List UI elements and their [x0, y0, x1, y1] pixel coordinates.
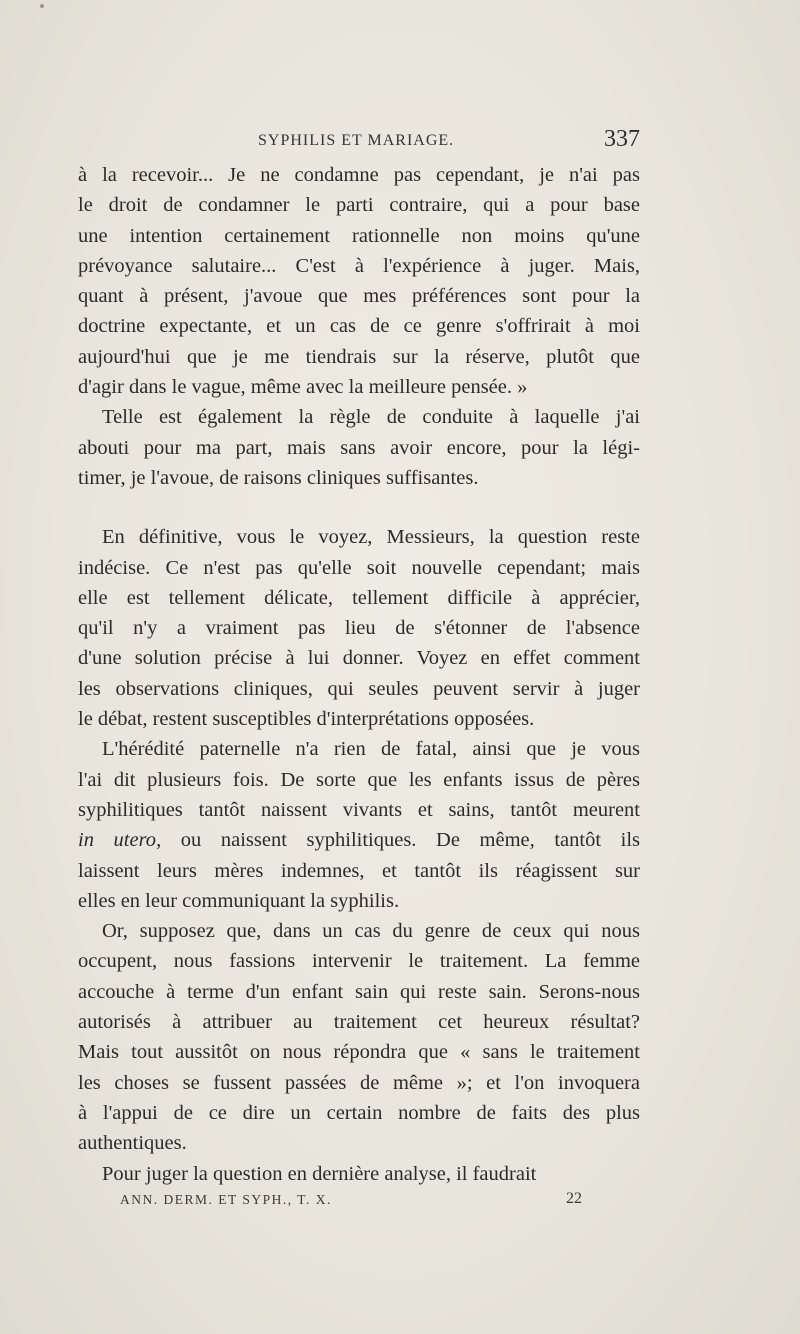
text-line: doctrine expectante, et un cas de ce genre s'offrirait à moi — [78, 315, 640, 338]
italic-term: in utero — [78, 829, 157, 852]
text-line: le droit de condamner le parti contraire, qui a pour base — [78, 194, 640, 217]
text-line: à l'appui de ce dire un certain nombre de faits des plus — [78, 1101, 640, 1124]
ink-speck — [40, 4, 44, 8]
text-line: quant à présent, j'avoue que mes préférences sont pour la — [78, 285, 640, 308]
body-text — [78, 160, 640, 1189]
text-line: Mais tout aussitôt on nous répondra que « sans le traitement — [78, 1041, 640, 1064]
section-gap — [78, 493, 640, 522]
text-line: l'ai dit plusieurs fois. De sorte que les enfants issus de pères — [78, 768, 640, 791]
text-line: occupent, nous fassions intervenir le traitement. La femme — [78, 950, 640, 973]
running-head — [78, 128, 640, 156]
text-line: aujourd'hui que je me tiendrais sur la réserve, plutôt que — [78, 345, 640, 368]
text-line: à la recevoir... Je ne condamne pas cependant, je n'ai pas — [78, 164, 640, 186]
text-line: les observations cliniques, qui seules peuvent servir à juger — [78, 677, 640, 700]
text-line: syphilitiques tantôt naissent vivants et sains, tantôt meurent — [78, 798, 640, 821]
text-line: laissent leurs mères indemnes, et tantôt ils réagissent sur — [78, 859, 640, 882]
text-line: autorisés à attribuer au traitement cet heureux résultat? — [78, 1011, 640, 1034]
paragraph — [78, 522, 640, 734]
text-line: d'agir dans le vague, même avec la meilleure pensée. » — [78, 376, 528, 399]
text-line: Telle est également la règle de conduite à laquelle j'ai — [102, 406, 640, 429]
sheet-number: 22 — [566, 1190, 582, 1207]
paragraph — [78, 160, 640, 402]
text-line: abouti pour ma part, mais sans avoir encore, pour la légi- — [78, 436, 640, 459]
paragraph — [78, 734, 640, 916]
text-line: les choses se fussent passées de même »; et l'on invoquera — [78, 1071, 640, 1094]
text-line: authentiques. — [78, 1132, 187, 1155]
footer — [78, 1190, 640, 1214]
text-line: elle est tellement délicate, tellement difficile à apprécier, — [78, 586, 640, 609]
paragraph — [78, 402, 640, 493]
running-title: SYPHILIS ET MARIAGE. — [258, 132, 455, 149]
text-line: timer, je l'avoue, de raisons cliniques suffisantes. — [78, 466, 479, 489]
text-line: qu'il n'y a vraiment pas lieu de s'étonner de l'absence — [78, 617, 640, 640]
text-line: L'hérédité paternelle n'a rien de fatal, ainsi que je vous — [102, 738, 640, 761]
text-line: Or, supposez que, dans un cas du genre de ceux qui nous — [102, 920, 640, 943]
text-line: d'une solution précise à lui donner. Voyez en effet comment — [78, 647, 640, 670]
text-line: une intention certainement rationnelle non moins qu'une — [78, 224, 640, 247]
paragraph — [78, 1159, 640, 1189]
paragraph — [78, 916, 640, 1158]
signature-mark: ANN. DERM. ET SYPH., T. X. — [120, 1192, 332, 1207]
text-line: accouche à terme d'un enfant sain qui reste sain. Serons-nous — [78, 980, 640, 1003]
text-line: Pour juger la question en dernière analyse, il faudrait — [102, 1162, 537, 1185]
text-line: elles en leur communiquant la syphilis. — [78, 889, 400, 912]
text-line: le débat, restent susceptibles d'interprétations opposées. — [78, 708, 535, 731]
text-line: prévoyance salutaire... C'est à l'expérience à juger. Mais, — [78, 254, 640, 277]
text-line: indécise. Ce n'est pas qu'elle soit nouvelle cependant; mais — [78, 556, 640, 579]
text-line: in utero, ou naissent syphilitiques. De même, tantôt ils — [78, 829, 640, 852]
page-number: 337 — [604, 126, 640, 152]
text-line: En définitive, vous le voyez, Messieurs, la question reste — [102, 526, 640, 549]
